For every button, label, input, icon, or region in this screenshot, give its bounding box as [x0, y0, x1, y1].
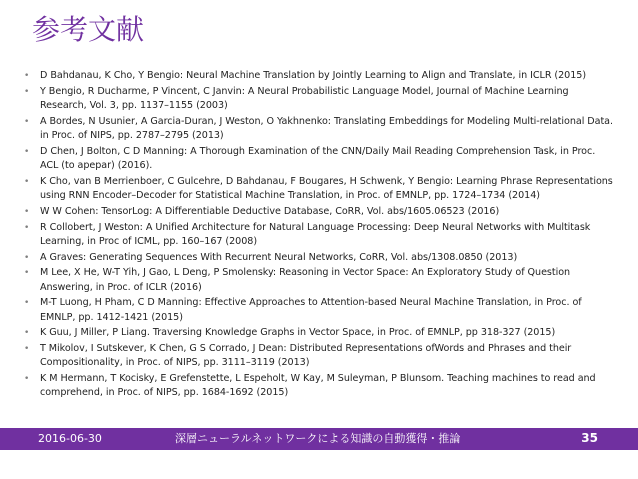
bullet-icon: • [24, 268, 30, 279]
reference-text: D Bahdanau, K Cho, Y Bengio: Neural Machine Translation by Jointly Learning to Align and Translate, in ICLR (2015) [40, 70, 587, 81]
reference-text: D Chen, J Bolton, C D Manning: A Thorough Examination of the CNN/Daily Mail Reading Comprehension Task, in Proc. ACL (to apepar) (2016). [40, 145, 596, 171]
bullet-icon: • [24, 71, 30, 81]
footer-bar [0, 428, 638, 450]
list-item [24, 266, 614, 294]
reference-text: Y Bengio, R Ducharme, P Vincent, C Janvin: A Neural Probabilistic Language Model, Journal of Machine Learning Research, Vol. 3, pp. 1137–1155 (2003) [40, 85, 569, 111]
bullet-icon: • [24, 344, 30, 355]
list-item [24, 251, 614, 265]
list-item [24, 85, 614, 113]
list-item [24, 221, 614, 249]
bullet-icon: • [24, 298, 30, 309]
reference-text: R Collobert, J Weston: A Unified Architecture for Natural Language Processing: Deep Neural Networks with Multitask Learning, in Proc of ICML, pp. 160–167 (2008) [40, 221, 591, 247]
reference-text: A Graves: Generating Sequences With Recurrent Neural Networks, CoRR, Vol. abs/1308.0850 (2013) [40, 251, 518, 263]
list-item [24, 175, 614, 203]
bullet-icon: • [24, 328, 30, 339]
bullet-icon: • [24, 116, 30, 127]
bullet-icon: • [24, 252, 30, 263]
list-item [24, 205, 614, 219]
reference-text: K Cho, van B Merrienboer, C Gulcehre, D Bahdanau, F Bougares, H Schwenk, Y Bengio: Learning Phrase Representations using RNN Encoder–Decoder for Statistical Machine Translation, in Proc. of EMNLP, pp. 1724–1734 (2014) [40, 175, 613, 201]
footer-date: 2016-06-30 [38, 432, 102, 445]
bullet-icon: • [24, 206, 30, 217]
reference-list [24, 69, 614, 402]
list-item [24, 145, 614, 173]
reference-text: A Bordes, N Usunier, A Garcia-Duran, J Weston, O Yakhnenko: Translating Embeddings for Modeling Multi-relational Data. in Proc. of NIPS, pp. 2787–2795 (2013) [40, 115, 614, 141]
bullet-icon: • [24, 374, 30, 385]
reference-text: W W Cohen: TensorLog: A Differentiable Deductive Database, CoRR, Vol. abs/1605.06523 (2016) [40, 205, 500, 217]
reference-text: K M Hermann, T Kocisky, E Grefenstette, L Espeholt, W Kay, M Suleyman, P Blunsom. Teaching machines to read and comprehend, in Proc. of NIPS, pp. 1684-1692 (2015) [40, 373, 596, 399]
list-item [24, 372, 614, 400]
reference-text: T Mikolov, I Sutskever, K Chen, G S Corrado, J Dean: Distributed Representations ofWords and Phrases and their Compositionality, in Proc. of NIPS, pp. 3111–3119 (2013) [40, 343, 572, 369]
list-item [24, 296, 614, 324]
bullet-icon: • [24, 176, 30, 187]
reference-text: M-T Luong, H Pham, C D Manning: Effective Approaches to Attention-based Neural Machine Translation, in Proc. of EMNLP, pp. 1412-1421 (2015) [40, 297, 582, 323]
bullet-icon: • [24, 86, 30, 97]
reference-text: K Guu, J Miller, P Liang. Traversing Knowledge Graphs in Vector Space, in Proc. of EMNLP, pp 318-327 (2015) [40, 327, 556, 339]
list-item [24, 326, 614, 340]
footer-title: 深層ニューラルネットワークによる知識の自動獲得・推論 [175, 432, 461, 445]
page-title: 参考文献 [32, 13, 145, 46]
bullet-icon: • [24, 146, 30, 157]
list-item [24, 69, 614, 83]
list-item [24, 115, 614, 143]
reference-text: M Lee, X He, W-T Yih, J Gao, L Deng, P Smolensky: Reasoning in Vector Space: An Exploratory Study of Question Answering, in Proc. of ICLR (2016) [40, 267, 571, 293]
page-number: 35 [581, 431, 598, 445]
bullet-icon: • [24, 222, 30, 233]
list-item [24, 342, 614, 370]
